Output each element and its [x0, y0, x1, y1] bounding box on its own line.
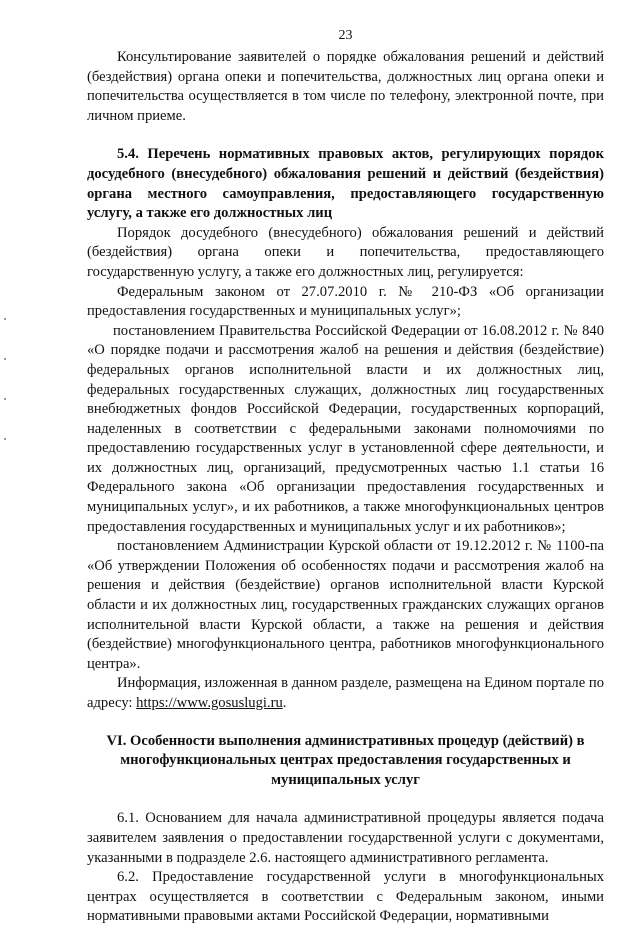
paragraph-6-1: 6.1. Основанием для начала административной процедуры является подача заявителем заявления о предоставлении государственной услуги с документами, указанными в подразделе 2.6. настоящего административного регламента.: [87, 810, 604, 866]
consultation-paragraph: Консультирование заявителей о порядке обжалования решений и действий (бездействия) органа опеки и попечительства, должностных лиц органа опеки и попечительства осуществляется в том числе по телефону, электронной почте, при личном приеме.: [87, 49, 604, 124]
section-5-4-heading: 5.4. Перечень нормативных правовых актов, регулирующих порядок досудебного (внесудебного) обжалования решений и действий (бездействия) органа местного самоуправления, предоставляющего государственную услугу, а также его должностных лиц: [87, 146, 604, 222]
federal-law-210-paragraph: Федеральным законом от 27.07.2010 г. № 210-ФЗ «Об организации предоставления государственных и муниципальных услуг»;: [87, 283, 604, 320]
chapter-6-heading: VI. Особенности выполнения административных процедур (действий) в многофункциональных центрах предоставления государственных и муниципальных услуг: [106, 732, 585, 788]
info-paragraph: [87, 674, 604, 713]
government-decree-840-paragraph: постановлением Правительства Российской Федерации от 16.08.2012 г. № 840 «О порядке подачи и рассмотрения жалоб на решения и действия (бездействие) федеральных органов исполнительной власти и их должностных лиц, федеральных государственных служащих, должностных лиц государственных внебюджетных фондов Российской Федерации, государственных корпораций, наделенных в соответствии с федеральными законами полномочиями по предоставлению государственных услуг в установленной сфере деятельности, и их должностных лиц, организаций, предусмотренных частью 1.1 статьи 16 Федерального закона «Об организации предоставления государственных и муниципальных услуг», и их работников, а также многофункциональных центров предоставления государственных и муниципальных услуг и их работников»;: [87, 322, 604, 535]
scan-margin-mark: [4, 318, 6, 320]
page-number: 23: [338, 28, 353, 43]
info-paragraph-end: .: [282, 695, 287, 711]
paragraph-6-2: 6.2. Предоставление государственной услуги в многофункциональных центрах осуществляется в соответствии с Федеральным законом, иными нормативными правовыми актами Российской Федерации, нормативными: [87, 869, 604, 925]
info-paragraph-text: Информация, изложенная в данном разделе, размещена на Едином портале по адресу:: [87, 675, 604, 711]
scan-margin-mark: [4, 438, 6, 440]
section-5-4-intro-paragraph: Порядок досудебного (внесудебного) обжалования решений и действий (бездействия) органа опеки и попечительства, предоставляющего государственную услугу, а также его должностных лиц, регулируется:: [87, 224, 604, 280]
scan-margin-mark: [4, 398, 6, 400]
gosuslugi-link[interactable]: https://www.gosuslugi.ru: [136, 695, 283, 711]
scan-margin-mark: [4, 358, 6, 360]
kursk-decree-1100-paragraph: постановлением Администрации Курской области от 19.12.2012 г. № 1100-па «Об утверждении Положения об особенностях подачи и рассмотрения жалоб на решения и действия (бездействие) органов исполнительной власти Курской области и их должностных лиц, государственных гражданских служащих органов исполнительной власти Курской области, а также на решения и действия (бездействие) многофункционального центра, работников многофункционального центра».: [87, 538, 604, 672]
